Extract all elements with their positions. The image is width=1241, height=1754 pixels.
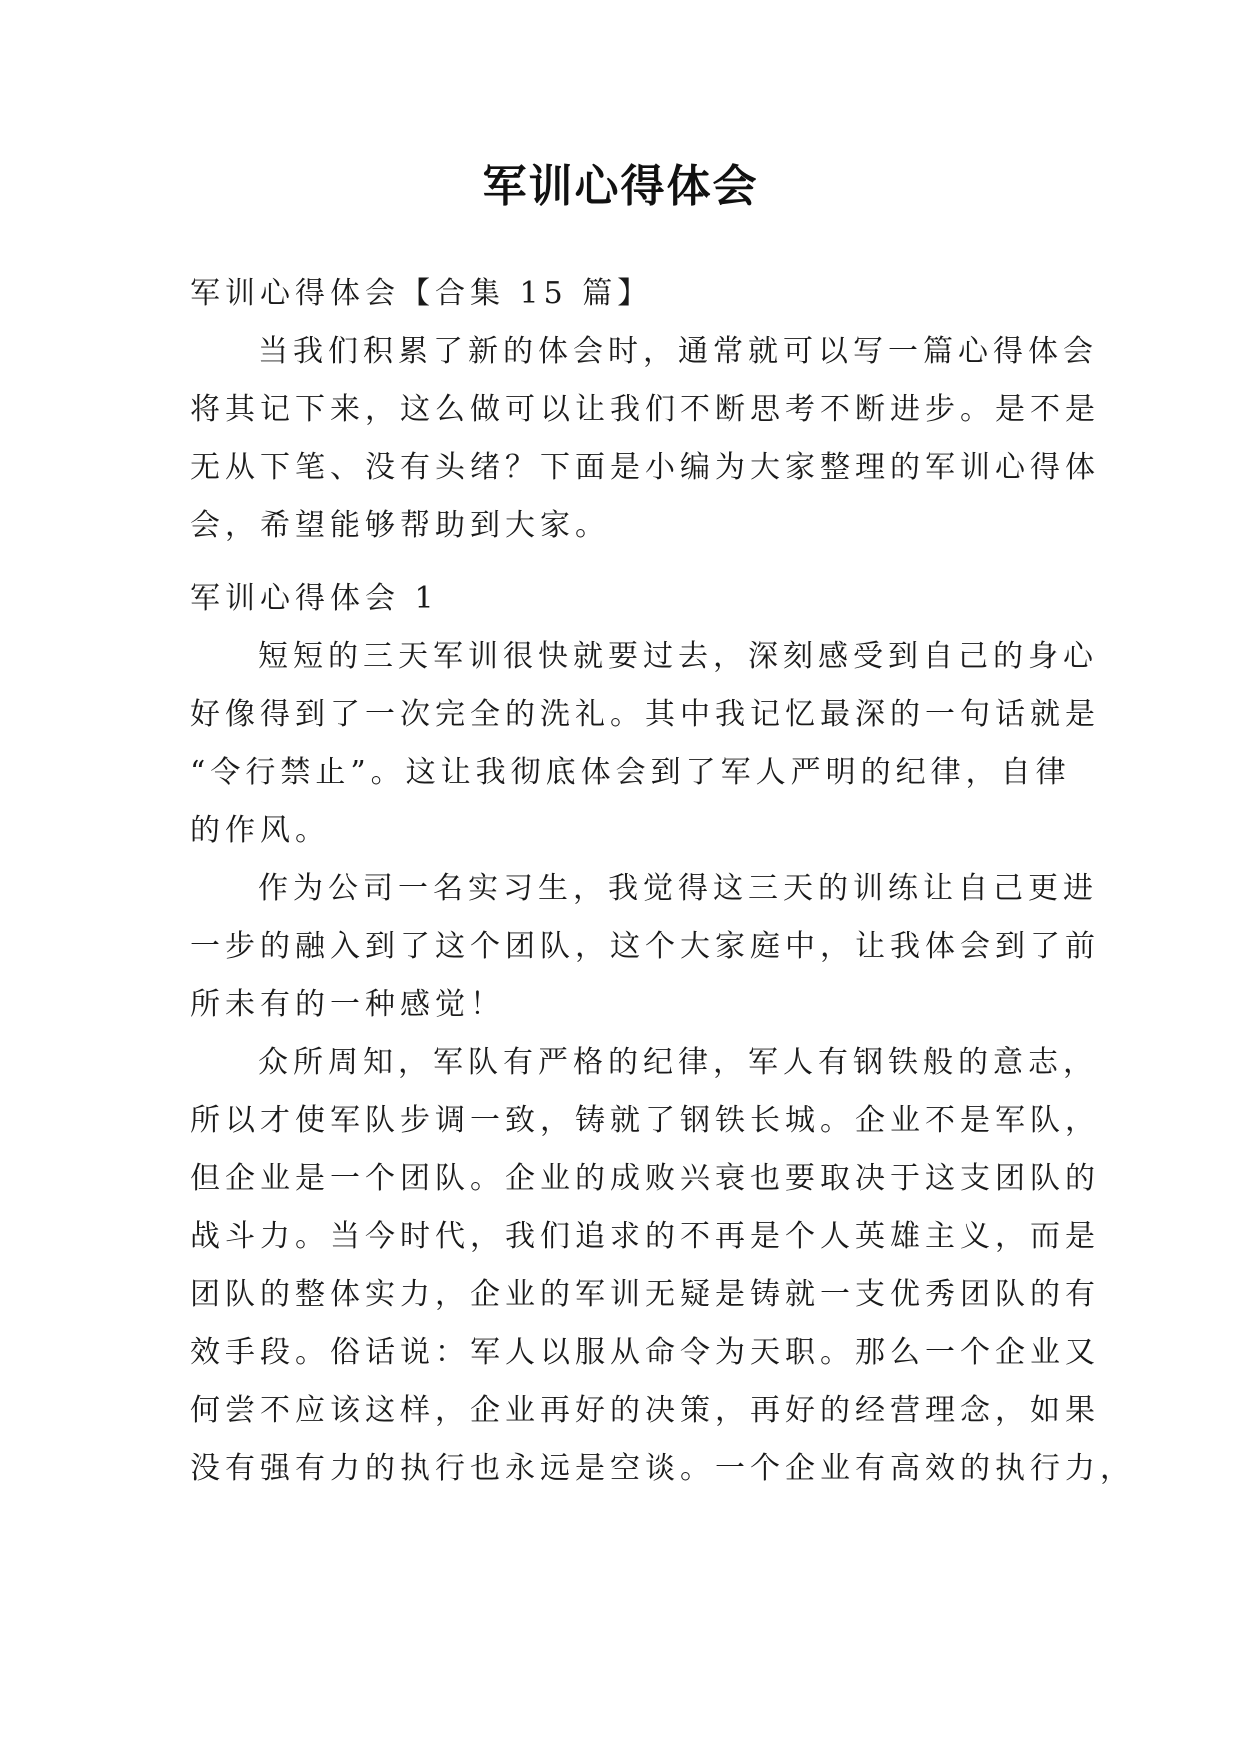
document-body-intro (190, 265, 1100, 555)
document-title: 军训心得体会 (482, 161, 759, 212)
paragraph-line: 短短的三天军训很快就要过去，深刻感受到自己的身心 (258, 639, 1098, 674)
intro-line: 无从下笔、没有头绪？下面是小编为大家整理的军训心得体 (190, 450, 1100, 485)
paragraph-line: 好像得到了一次完全的洗礼。其中我记忆最深的一句话就是 (190, 697, 1100, 732)
paragraph-line: “令行禁止”。这让我彻底体会到了军人严明的纪律，自律 (190, 755, 1071, 790)
intro-line: 将其记下来，这么做可以让我们不断思考不断进步。是不是 (190, 392, 1100, 427)
paragraph-line: 所未有的一种感觉！ (190, 987, 505, 1022)
paragraph-line: 众所周知，军队有严格的纪律，军人有钢铁般的意志， (258, 1045, 1098, 1080)
paragraph-line: 何尝不应该这样，企业再好的决策，再好的经营理念，如果 (190, 1393, 1100, 1428)
intro-line: 当我们积累了新的体会时，通常就可以写一篇心得体会 (258, 334, 1098, 369)
paragraph-line: 但企业是一个团队。企业的成败兴衰也要取决于这支团队的 (190, 1161, 1100, 1196)
paragraph-line: 的作风。 (190, 813, 330, 848)
document-body-section (190, 570, 1135, 1498)
paragraph-line: 所以才使军队步调一致，铸就了钢铁长城。企业不是军队， (190, 1103, 1100, 1138)
document-subtitle: 军训心得体会【合集 15 篇】 (190, 276, 653, 311)
paragraph-line: 效手段。俗话说：军人以服从命令为天职。那么一个企业又 (190, 1335, 1100, 1370)
intro-line: 会，希望能够帮助到大家。 (190, 508, 610, 543)
paragraph-line: 战斗力。当今时代，我们追求的不再是个人英雄主义，而是 (190, 1219, 1100, 1254)
paragraph-line: 没有强有力的执行也永远是空谈。一个企业有高效的执行力， (190, 1451, 1135, 1486)
paragraph-line: 一步的融入到了这个团队，这个大家庭中，让我体会到了前 (190, 929, 1100, 964)
paragraph-line: 作为公司一名实习生，我觉得这三天的训练让自己更进 (258, 871, 1098, 906)
section-heading: 军训心得体会 1 (190, 581, 439, 616)
paragraph-line: 团队的整体实力，企业的军训无疑是铸就一支优秀团队的有 (190, 1277, 1100, 1312)
